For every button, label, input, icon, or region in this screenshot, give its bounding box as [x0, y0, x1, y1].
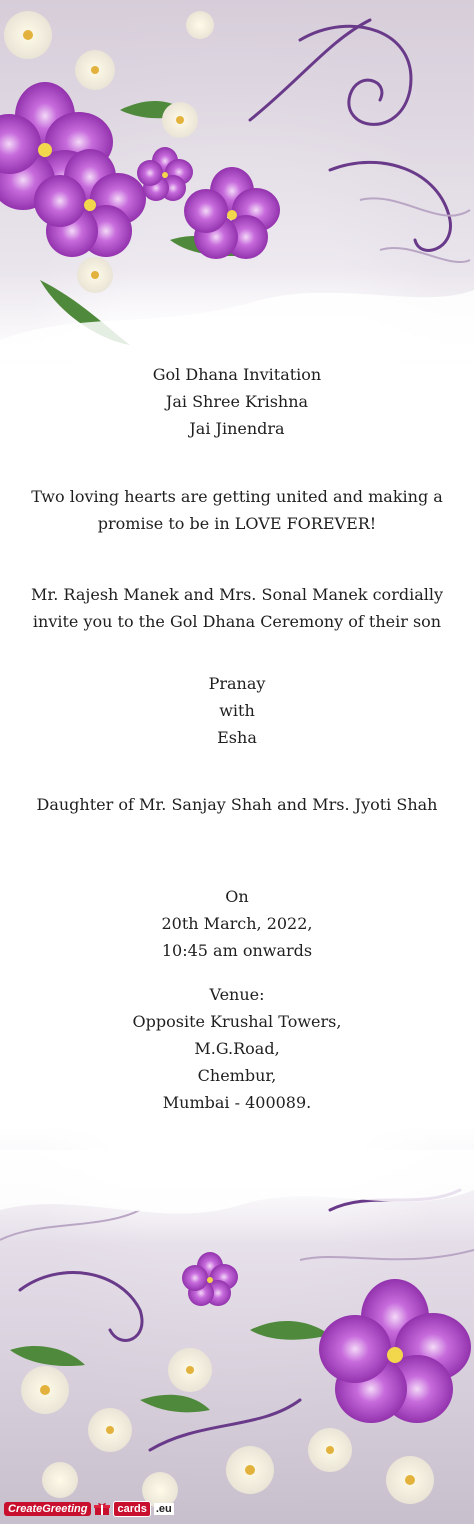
watermark-cards: cards	[113, 1501, 150, 1517]
venue	[0, 981, 474, 1116]
intro-line-2: promise to be in LOVE FOREVER!	[97, 514, 377, 533]
venue-line-1: Opposite Krushal Towers,	[132, 1012, 342, 1031]
venue-line-2: M.G.Road,	[194, 1039, 280, 1058]
bride-parents	[0, 791, 474, 818]
watermark-brand: CreateGreeting	[4, 1502, 91, 1516]
bride-name: Esha	[217, 728, 257, 747]
intro-line-1: Two loving hearts are getting united and making a	[31, 487, 443, 506]
venue-line-3: Chembur,	[197, 1066, 277, 1085]
date-time	[0, 883, 474, 964]
event-time: 10:45 am onwards	[161, 941, 313, 960]
hosts-paragraph	[0, 581, 474, 635]
hosts-line-2: invite you to the Gol Dhana Ceremony of their son	[32, 612, 442, 631]
greeting-jai-jinendra: Jai Jinendra	[189, 419, 285, 438]
watermark-tld: .eu	[155, 1503, 172, 1515]
venue-label: Venue:	[209, 985, 265, 1004]
with-text: with	[219, 701, 255, 720]
on-label: On	[225, 887, 249, 906]
event-date: 20th March, 2022,	[161, 914, 313, 933]
invitation-title: Gol Dhana Invitation	[152, 365, 322, 384]
couple-names	[0, 670, 474, 751]
hosts-line-1: Mr. Rajesh Manek and Mrs. Sonal Manek cordially	[30, 585, 444, 604]
createcards-watermark	[4, 1498, 174, 1520]
groom-name: Pranay	[208, 674, 266, 693]
invitation-text	[0, 361, 474, 442]
top-floral-decoration	[0, 0, 474, 360]
bottom-floral-decoration	[0, 1150, 474, 1524]
venue-line-4: Mumbai - 400089.	[162, 1093, 312, 1112]
intro-paragraph	[0, 483, 474, 537]
greeting-jai-shree-krishna: Jai Shree Krishna	[165, 392, 309, 411]
gift-icon	[94, 1502, 110, 1516]
bride-parents-line: Daughter of Mr. Sanjay Shah and Mrs. Jyoti Shah	[36, 795, 438, 814]
